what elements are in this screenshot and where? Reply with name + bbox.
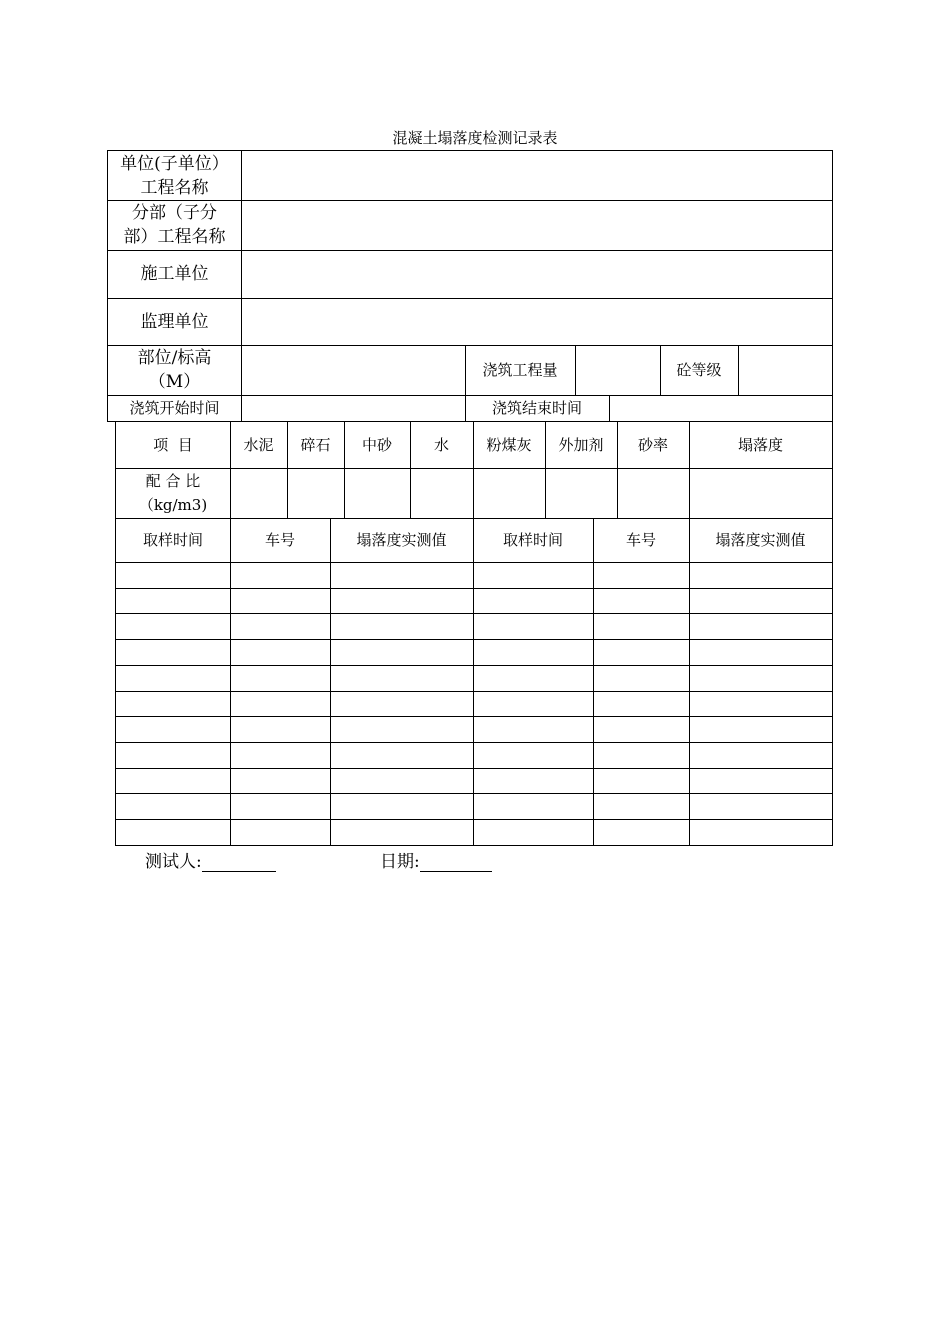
sample-cell[interactable]: [689, 691, 833, 717]
sample-cell[interactable]: [593, 588, 690, 614]
ratio-admixture[interactable]: [545, 468, 618, 519]
sample-header-time-1: 取样时间: [115, 518, 231, 563]
sample-cell[interactable]: [689, 639, 833, 666]
sample-cell[interactable]: [230, 691, 331, 717]
sample-header-car-1: 车号: [230, 518, 331, 563]
mix-col-cement: 水泥: [230, 421, 288, 469]
sample-cell[interactable]: [330, 665, 474, 692]
ratio-label: 配 合 比 （kg/m3): [115, 468, 231, 519]
sample-cell[interactable]: [230, 819, 331, 846]
form-title: 混凝土塌落度检测记录表: [392, 129, 558, 147]
sample-cell[interactable]: [230, 793, 331, 820]
sample-cell[interactable]: [689, 665, 833, 692]
sample-cell[interactable]: [689, 588, 833, 614]
sample-cell[interactable]: [593, 639, 690, 666]
ratio-cement[interactable]: [230, 468, 288, 519]
sample-cell[interactable]: [473, 742, 594, 769]
sample-cell[interactable]: [473, 716, 594, 743]
sample-cell[interactable]: [230, 716, 331, 743]
ratio-slump[interactable]: [689, 468, 833, 519]
sample-cell[interactable]: [689, 819, 833, 846]
grade-label: 砼等级: [660, 345, 739, 396]
sample-cell[interactable]: [230, 562, 331, 589]
start-time-label: 浇筑开始时间: [107, 395, 242, 422]
sample-cell[interactable]: [689, 562, 833, 589]
sample-cell[interactable]: [593, 562, 690, 589]
sub-name-value[interactable]: [241, 200, 833, 251]
sample-cell[interactable]: [593, 691, 690, 717]
tester-field: [145, 847, 276, 872]
sample-header-time-2: 取样时间: [473, 518, 594, 563]
position-label: 部位/标高 （M）: [107, 345, 242, 396]
sample-cell[interactable]: [593, 742, 690, 769]
ratio-gravel[interactable]: [287, 468, 345, 519]
ratio-flyash[interactable]: [473, 468, 546, 519]
sample-cell[interactable]: [473, 588, 594, 614]
grade-value[interactable]: [738, 345, 833, 396]
sample-cell[interactable]: [115, 665, 231, 692]
unit-name-label: 单位(子单位） 工程名称: [107, 150, 242, 201]
sample-cell[interactable]: [473, 793, 594, 820]
end-time-label: 浇筑结束时间: [465, 395, 610, 422]
sample-cell[interactable]: [330, 639, 474, 666]
sample-header-car-2: 车号: [593, 518, 690, 563]
sample-cell[interactable]: [473, 562, 594, 589]
sample-cell[interactable]: [473, 639, 594, 666]
sample-cell[interactable]: [330, 768, 474, 794]
sample-cell[interactable]: [593, 793, 690, 820]
sample-cell[interactable]: [593, 768, 690, 794]
tester-label: 测试人:: [145, 852, 202, 872]
sample-cell[interactable]: [115, 819, 231, 846]
sample-cell[interactable]: [593, 716, 690, 743]
sample-cell[interactable]: [230, 613, 331, 640]
sample-cell[interactable]: [473, 691, 594, 717]
sample-cell[interactable]: [473, 665, 594, 692]
item-label: 项 目: [115, 421, 231, 469]
mix-col-sand: 中砂: [344, 421, 411, 469]
sample-cell[interactable]: [689, 742, 833, 769]
mix-col-sand-ratio: 砂率: [617, 421, 690, 469]
mix-col-gravel: 碎石: [287, 421, 345, 469]
sub-name-label: 分部（子分 部）工程名称: [107, 200, 242, 251]
sample-cell[interactable]: [230, 742, 331, 769]
sample-header-slump-1: 塌落度实测值: [330, 518, 474, 563]
sample-cell[interactable]: [330, 588, 474, 614]
sample-header-slump-2: 塌落度实测值: [689, 518, 833, 563]
sample-cell[interactable]: [593, 613, 690, 640]
sample-cell[interactable]: [330, 793, 474, 820]
mix-col-flyash: 粉煤灰: [473, 421, 546, 469]
sample-cell[interactable]: [330, 691, 474, 717]
sample-cell[interactable]: [230, 665, 331, 692]
sample-cell[interactable]: [330, 716, 474, 743]
sample-cell[interactable]: [689, 716, 833, 743]
sample-cell[interactable]: [330, 613, 474, 640]
sample-cell[interactable]: [473, 768, 594, 794]
sample-cell[interactable]: [473, 613, 594, 640]
sample-cell[interactable]: [115, 716, 231, 743]
sample-cell[interactable]: [115, 562, 231, 589]
position-value[interactable]: [241, 345, 466, 396]
sample-cell[interactable]: [330, 742, 474, 769]
ratio-sand[interactable]: [344, 468, 411, 519]
date-label: 日期:: [380, 852, 420, 872]
ratio-sand-ratio[interactable]: [617, 468, 690, 519]
sample-cell[interactable]: [115, 742, 231, 769]
unit-name-value[interactable]: [241, 150, 833, 201]
sample-cell[interactable]: [330, 562, 474, 589]
pour-amount-value[interactable]: [575, 345, 661, 396]
sample-cell[interactable]: [473, 819, 594, 846]
sample-cell[interactable]: [330, 819, 474, 846]
sample-cell[interactable]: [689, 768, 833, 794]
pour-amount-label: 浇筑工程量: [465, 345, 576, 396]
sample-cell[interactable]: [230, 588, 331, 614]
sample-cell[interactable]: [115, 793, 231, 820]
sample-cell[interactable]: [593, 665, 690, 692]
construction-unit-value[interactable]: [241, 250, 833, 299]
supervision-unit-label: 监理单位: [107, 298, 242, 346]
sample-cell[interactable]: [115, 588, 231, 614]
sample-cell[interactable]: [115, 768, 231, 794]
sample-cell[interactable]: [115, 613, 231, 640]
mix-col-water: 水: [410, 421, 474, 469]
construction-unit-label: 施工单位: [107, 250, 242, 299]
sample-cell[interactable]: [593, 819, 690, 846]
sample-cell[interactable]: [689, 613, 833, 640]
sample-cell[interactable]: [115, 639, 231, 666]
sample-cell[interactable]: [689, 793, 833, 820]
sample-cell[interactable]: [230, 768, 331, 794]
date-field: [380, 847, 492, 872]
mix-col-slump: 塌落度: [689, 421, 833, 469]
start-time-value[interactable]: [241, 395, 466, 422]
sample-cell[interactable]: [230, 639, 331, 666]
end-time-value[interactable]: [609, 395, 833, 422]
sample-cell[interactable]: [115, 691, 231, 717]
mix-col-admixture: 外加剂: [545, 421, 618, 469]
tester-input[interactable]: [202, 853, 276, 872]
date-input[interactable]: [420, 853, 492, 872]
ratio-water[interactable]: [410, 468, 474, 519]
supervision-unit-value[interactable]: [241, 298, 833, 346]
